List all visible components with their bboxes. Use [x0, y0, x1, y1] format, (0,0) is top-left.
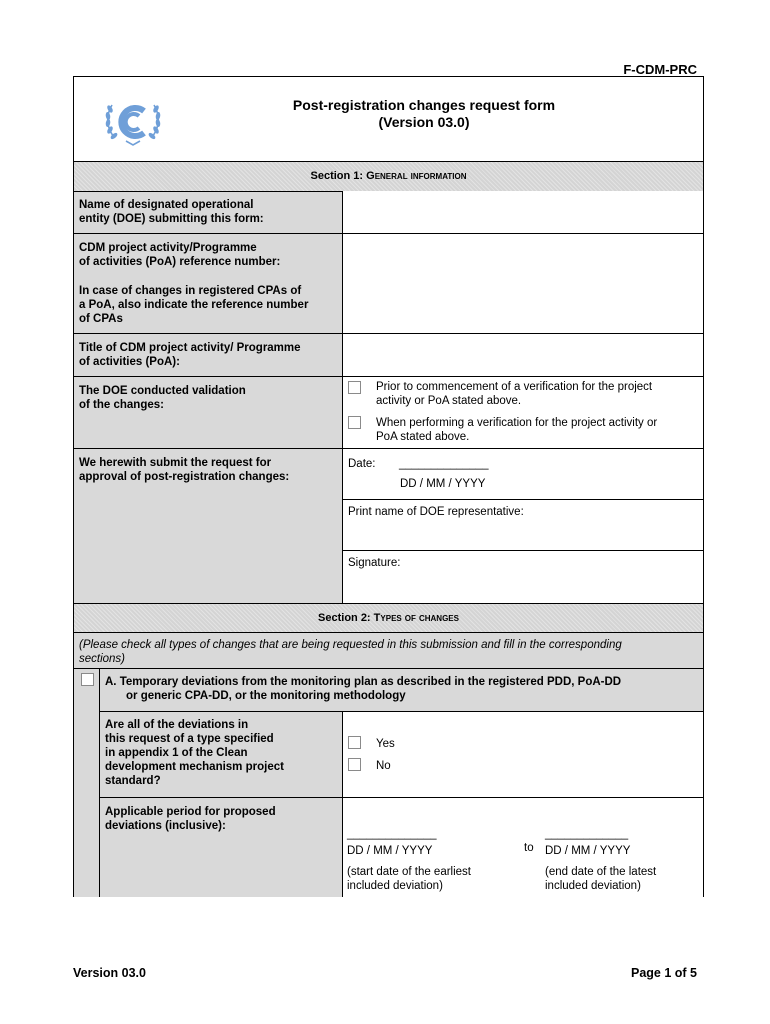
- item-a-title: A. Temporary deviations from the monitoring plan as described in the registered PDD, PoA-DD or generic CPA-DD, or the monitoring methodology: [100, 669, 703, 711]
- section-2-instruction: (Please check all types of changes that are being requested in this submission and fill in the corresponding sections): [74, 632, 703, 668]
- doe-name-label: Name of designated operational entity (DOE) submitting this form:: [79, 199, 264, 225]
- date-label: Date:: [348, 458, 376, 470]
- period-end-format: DD / MM / YYYY: [545, 845, 631, 857]
- validation-label: The DOE conducted validation of the changes:: [79, 385, 246, 411]
- deviation-type-question: Are all of the deviations in this request of a type specified in appendix 1 of the Clean development mechanism project standard?: [105, 719, 284, 787]
- form-title: [234, 97, 614, 131]
- form-code: F-CDM-PRC: [623, 62, 697, 77]
- deviation-no-checkbox[interactable]: [348, 758, 361, 771]
- deviation-no-label: No: [376, 760, 391, 772]
- section-1-prefix: Section 1:: [310, 170, 364, 182]
- period-to-label: to: [524, 842, 534, 854]
- section-2-title: Types of changes: [373, 612, 459, 624]
- project-title-label: Title of CDM project activity/ Programme of activities (PoA):: [79, 342, 301, 368]
- section-2-header: [74, 603, 703, 632]
- project-title-field[interactable]: [342, 334, 703, 376]
- footer-version: Version 03.0: [73, 966, 146, 980]
- date-input[interactable]: ______________: [399, 458, 489, 470]
- footer-page-number: Page 1 of 5: [631, 966, 697, 980]
- cpa-reference-label: In case of changes in registered CPAs of a PoA, also indicate the reference number of CPAs: [79, 285, 309, 325]
- item-a-checkbox-column: [74, 669, 99, 897]
- period-end-note: (end date of the latest included deviation): [545, 866, 657, 892]
- period-start-note: (start date of the earliest included deviation): [347, 866, 472, 892]
- submit-request-label: We herewith submit the request for approval of post-registration changes:: [79, 457, 290, 483]
- reference-number-label: CDM project activity/Programme of activities (PoA) reference number:: [79, 242, 281, 268]
- deviation-yes-label: Yes: [376, 738, 395, 750]
- date-format-hint: DD / MM / YYYY: [400, 478, 486, 490]
- signature-field[interactable]: [343, 572, 702, 602]
- period-start-format: DD / MM / YYYY: [347, 845, 433, 857]
- unfccc-logo-icon: [102, 97, 164, 147]
- form-container: [73, 76, 704, 897]
- period-start-input[interactable]: ______________: [347, 828, 437, 840]
- signature-label: Signature:: [348, 557, 401, 569]
- deviation-type-answers: [342, 712, 703, 797]
- section-2-prefix: Section 2:: [318, 612, 371, 624]
- validation-option-1-text: Prior to commencement of a verification for the project activity or PoA stated above.: [376, 381, 653, 407]
- reference-number-field[interactable]: [342, 234, 703, 333]
- form-title-line-2: (Version 03.0): [378, 114, 470, 130]
- validation-option-2-text: When performing a verification for the project activity or PoA stated above.: [376, 417, 658, 443]
- item-a-checkbox[interactable]: [81, 673, 94, 686]
- section-1-title: General information: [366, 170, 467, 182]
- print-name-label: Print name of DOE representative:: [348, 506, 524, 518]
- period-end-input[interactable]: _____________: [545, 828, 629, 840]
- doe-name-field[interactable]: [342, 191, 703, 233]
- deviation-yes-checkbox[interactable]: [348, 736, 361, 749]
- validation-option-1-checkbox[interactable]: [348, 381, 361, 394]
- print-name-field[interactable]: [343, 521, 702, 549]
- validation-option-2-checkbox[interactable]: [348, 416, 361, 429]
- title-area: [74, 77, 703, 161]
- applicable-period-label: Applicable period for proposed deviations (inclusive):: [105, 806, 276, 832]
- section-1-header: [74, 161, 703, 191]
- form-title-line-1: Post-registration changes request form: [292, 97, 556, 113]
